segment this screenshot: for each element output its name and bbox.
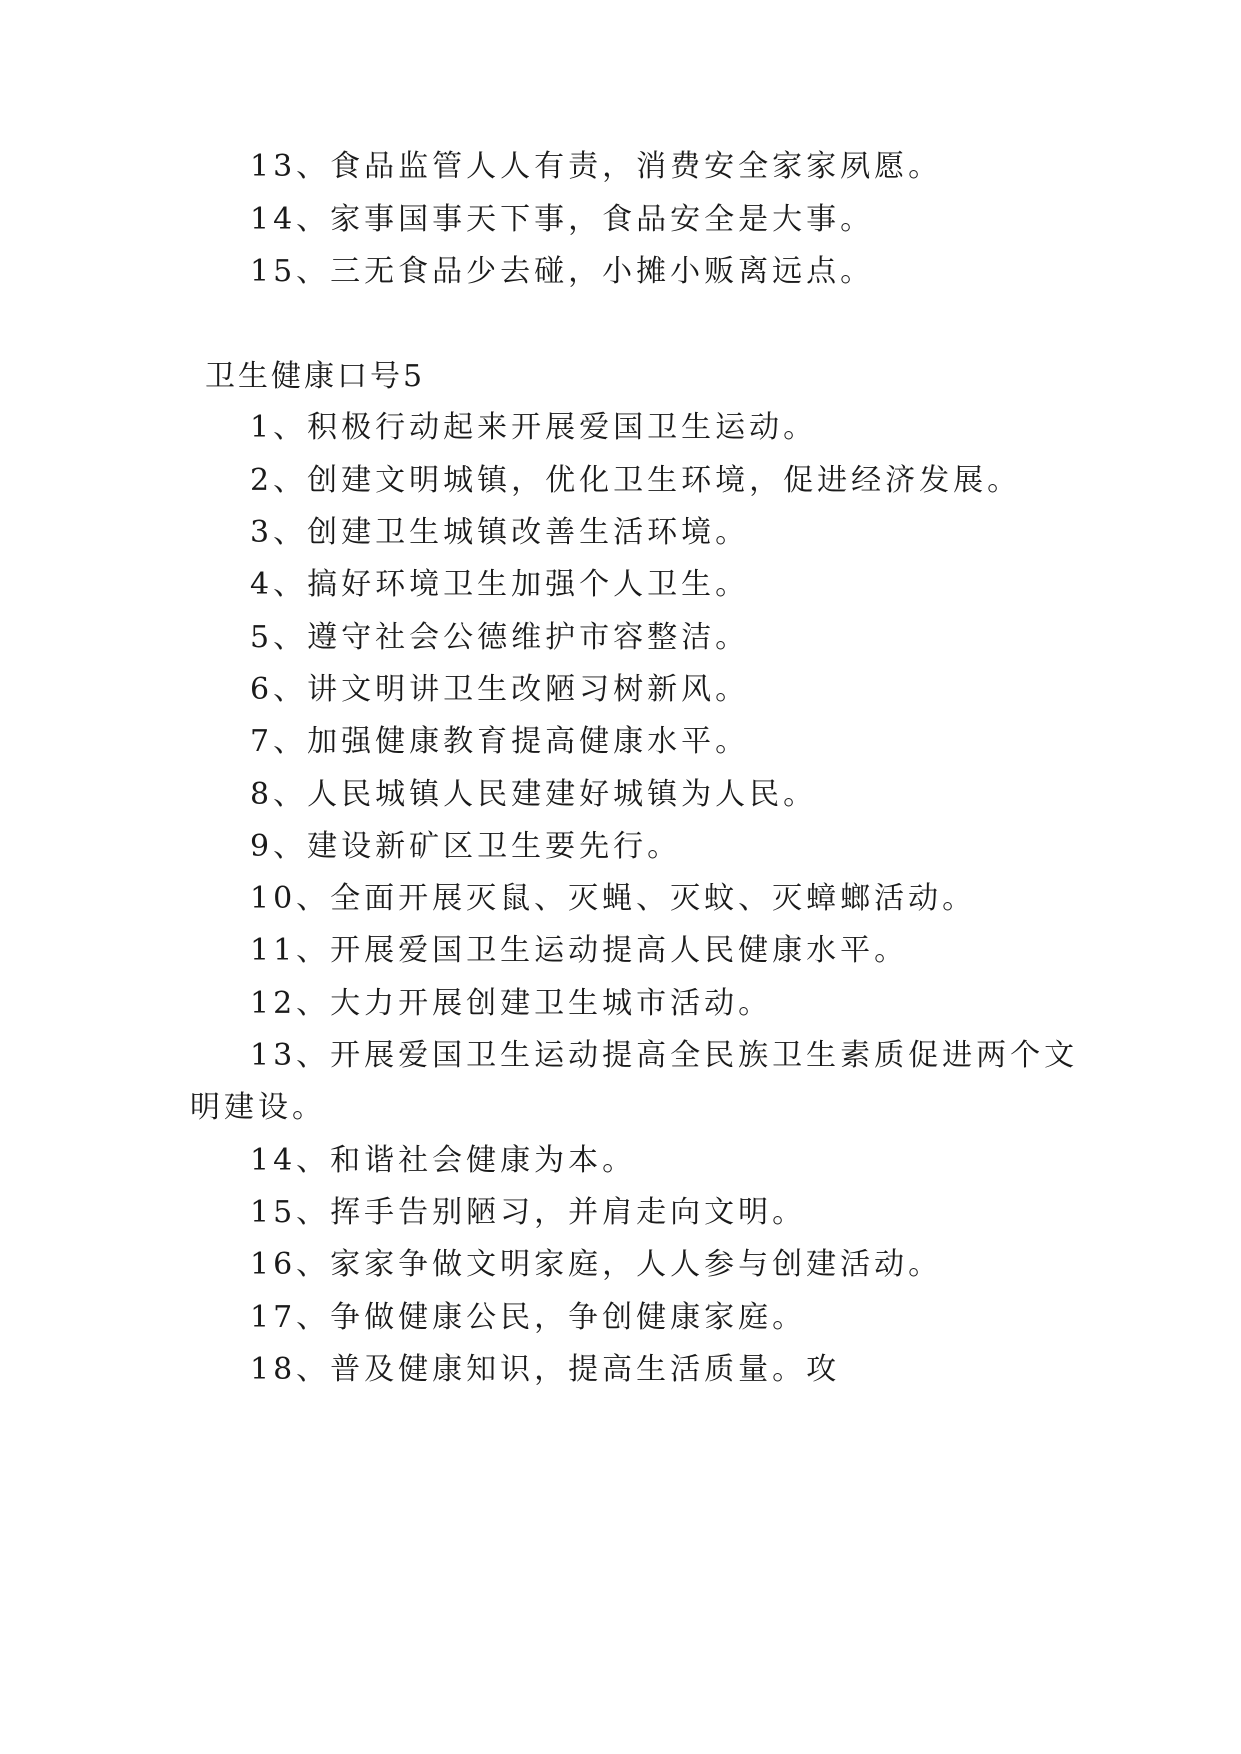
list-item: 18、普及健康知识，提高生活质量。攻 (250, 1352, 841, 1387)
list-item: 13、开展爱国卫生运动提高全民族卫生素质促进两个文 (250, 1038, 1079, 1073)
list-item: 5、遵守社会公德维护市容整洁。 (250, 620, 750, 655)
list-item: 3、创建卫生城镇改善生活环境。 (250, 515, 750, 550)
list-item: 13、食品监管人人有责，消费安全家家夙愿。 (250, 149, 943, 184)
list-item: 14、和谐社会健康为本。 (250, 1143, 637, 1178)
list-item: 11、开展爱国卫生运动提高人民健康水平。 (250, 933, 909, 968)
list-item: 17、争做健康公民，争创健康家庭。 (250, 1300, 807, 1335)
list-item: 8、人民城镇人民建建好城镇为人民。 (250, 777, 818, 812)
list-item: 4、搞好环境卫生加强个人卫生。 (250, 567, 750, 602)
list-item: 10、全面开展灭鼠、灭蝇、灭蚊、灭蟑螂活动。 (250, 881, 977, 916)
list-item: 2、创建文明城镇，优化卫生环境，促进经济发展。 (250, 463, 1022, 498)
list-item: 16、家家争做文明家庭，人人参与创建活动。 (250, 1247, 943, 1282)
list-item: 14、家事国事天下事，食品安全是大事。 (250, 202, 875, 237)
list-item: 12、大力开展创建卫生城市活动。 (250, 986, 773, 1021)
list-item: 6、讲文明讲卫生改陋习树新风。 (250, 672, 750, 707)
list-item: 15、挥手告别陋习，并肩走向文明。 (250, 1195, 807, 1230)
section-heading: 卫生健康口号5 (205, 359, 426, 394)
list-item: 9、建设新矿区卫生要先行。 (250, 829, 682, 864)
list-item: 7、加强健康教育提高健康水平。 (250, 724, 750, 759)
list-item: 1、积极行动起来开展爱国卫生运动。 (250, 410, 818, 445)
list-item: 15、三无食品少去碰，小摊小贩离远点。 (250, 254, 875, 289)
list-item-continuation: 明建设。 (190, 1090, 326, 1125)
